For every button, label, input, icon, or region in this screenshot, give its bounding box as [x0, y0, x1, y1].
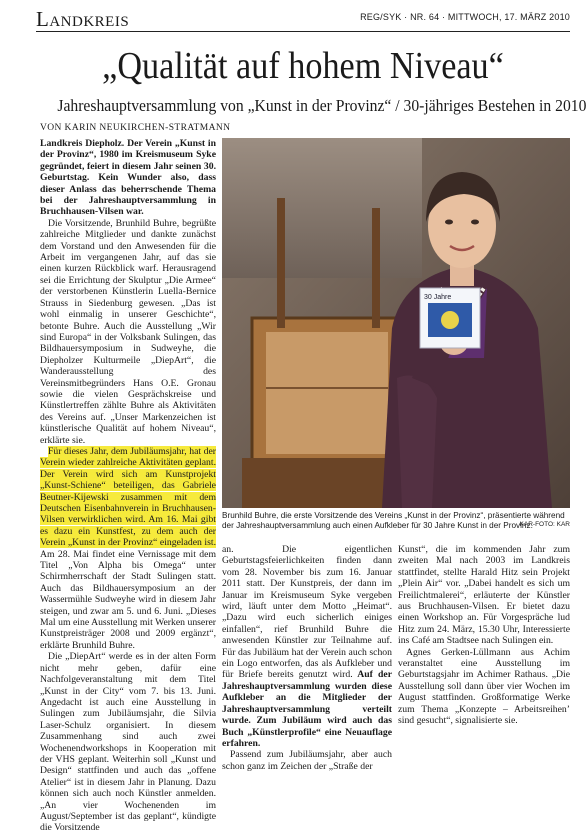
photo-caption: Brunhild Buhre, die erste Vorsitzende des Vereins „Kunst in der Provinz“, präsentierte während der Jahreshauptversammlung auch einen Aufkleber für 30 Jahre Kunst in der Provinz. — [222, 511, 565, 530]
article-column-2 — [222, 544, 393, 772]
photo-illustration — [222, 138, 570, 508]
paragraph-2 — [40, 446, 216, 651]
column-2-bold: Auf der Jahreshauptversammlung wurden diese Aufkleber an die Mitglieder der Jahreshauptversammlung verteilt wurde. Zum Jubiläum wird auch das Buch „Künstlerprofile“ eine Neuauflage erfahren. — [222, 669, 393, 749]
lead-paragraph: Landkreis Diepholz. Der Verein „Kunst in der Provinz“, 1980 im Kreismuseum Syke gegründet, feiert in diesem Jahr seinen 30. Geburtstag. Kein Wunder also, dass dieser Anlass das beherrschende Thema bei der Jahreshauptversammlung in Bruchhausen-Vilsen war. — [40, 138, 216, 218]
column-2-body: an. Die eigentlichen Geburtstagsfeierlichkeiten finden dann vom 28. November bis zum 16. Januar 2011 statt. Der Kunstpreis, der dann im Januar im Kreismuseum Syke vergeben wird, läuft unter dem Motto „Heimat“. „Dazu wird euch sicherlich einiges einfallen“, rief Brunhild Buhre die anwesenden Künstler zur Teilnahme auf. Für das Jubiläum hat der Verein auch schon ein Logo entworfen, das als Aufkleber und für Briefe bereits genutzt wird. — [222, 544, 392, 681]
column-2-text — [222, 544, 392, 749]
highlighted-passage: Für dieses Jahr, dem Jubiläumsjahr, hat der Verein wieder zahlreiche Aktivitäten geplant. Der Verein wird sich am Kunstprojekt „Kunst-Schiene“ beteiligen, das Gabriele Beutner-Kijewski zusammen mit dem Deutschen Eisenbahnverein in Bruchhausen-Vilsen verwirklichen wird. Am 16. Mai gibt es dazu ein Kunstfest, zu dem auch der Verein „Kunst in der Provinz“ eingeladen ist. — [40, 445, 216, 549]
dateline: REG/SYK · NR. 64 · MITTWOCH, 17. MÄRZ 2010 — [360, 12, 570, 22]
subheadline: Jahreshauptversammlung von „Kunst in der Provinz“ / 30-jähriges Bestehen in 2010 — [57, 96, 586, 115]
byline: VON KARIN NEUKIRCHEN-STRATMANN — [40, 123, 231, 133]
column-2-paragraph-2: Passend zum Jubiläumsjahr, aber auch schon ganz im Zeichen der „Straße der — [222, 749, 392, 772]
column-3-text: Kunst“, die im kommenden Jahr zum zweiten Mal nach 2003 im Landkreis stattfindet, stellte Harald Hitz sein Projekt „Plein Air“ vor. „Dabei handelt es sich um Freilichtmalerei“, erläuterte der Künstler aus Bruchhausen-Vilsen. Er bietet dazu einen Workshop an. Für Vorgespräche lud Hitz zum 24. März, 15.30 Uhr, Interessierte ins Café am Stadtsee nach Sulingen ein. — [398, 544, 570, 647]
sticker-text: 30 Jahre — [424, 294, 452, 301]
header-rule — [36, 31, 570, 32]
paragraph-2-rest: Am 28. Mai findet eine Vernissage mit dem Titel „Von Alpha bis Omega“ unter Schirmherrschaft der Stadt Sulingen statt. Auch das Bildhauersymposium an der Wassermühle Sudweyhe wird in diesem Jahr steigen, und zwar am 5. und 6. Juni. „Dieses Mal um eine Ausstellung mit Werken unserer Kunstpreisträger 2008 und 2009 ergänzt“, erklärte Brunhild Buhre. — [40, 548, 216, 651]
photo — [222, 138, 570, 508]
photo-credit: KAR-FOTO: KAR — [519, 521, 570, 528]
paragraph-3: Die „DiepArt“ werde es in der alten Form nicht mehr geben, dafür eine Nachfolgeveranstaltung mit dem Titel „Kunst in der City“ vom 7. bis 13. Juni. Angedacht ist auch eine Ausstellung in Sulingen zum Jubiläumsjahr, die Silvia Laser-Schulz organisiert. In diesem Zusammenhang sind auch zwei Wochenendworkshops in Kooperation mit der VHS geplant. Weiterhin soll „Kunst und Design“ stattfinden und auch das „offene Atelier“ ist in diesem Jahr in Planung. Dazu können sich auch noch Künstler anmelden. „An vier Wochenenden im August/September ist das geplant“, kündigte die Vorsitzende — [40, 651, 216, 834]
section-title: Landkreis — [36, 7, 130, 31]
paragraph-1: Die Vorsitzende, Brunhild Buhre, begrüßte zahlreiche Mitglieder und dankte zunächst dem Vorstand und den Anwesenden für die Arbeit im vergangenen Jahr, auf das sie einen kurzen Rückblick warf. Herausragend sei die Errichtung der Skulptur „Die Armee“ der verstorbenen Künstlerin Luella-Bernice Strauss in Siedenburg gewesen. „Das ist wohl einmalig in unserer Geschichte“, betonte Buhre. Auch die Ausstellung „Wir sind Europa“ in der Volksbank Sulingen, das Bildhauersymposium in Sudweyhe, die Diepholzer Kulturmeile „DiepArt“, die Wanderausstellung des Vereinsmitbegründers Hans O.E. Gronau sowie die vielen Gesprächskreise und Künstlertreffen zählte Buhre als Aktivitäten des Vereins auf. „Unser Markenzeichen ist künstlerische Qualität auf hohem Niveau“, erklärte sie. — [40, 217, 216, 446]
headline: „Qualität auf hohem Niveau“ — [102, 45, 504, 87]
article-column-1 — [40, 138, 216, 834]
article-column-3 — [398, 544, 570, 727]
column-3-paragraph-2: Agnes Gerken-Lüllmann aus Achim veranstaltet eine Ausstellung im Geburtstagsjahr im Achimer Rathaus. „Die Ausstellung soll dann über vier Wochen im August stattfinden. Großformatige Werke zum Thema „Konzepte – Arbeitsreihen’ sind gesucht“, signalisierte sie. — [398, 646, 570, 727]
